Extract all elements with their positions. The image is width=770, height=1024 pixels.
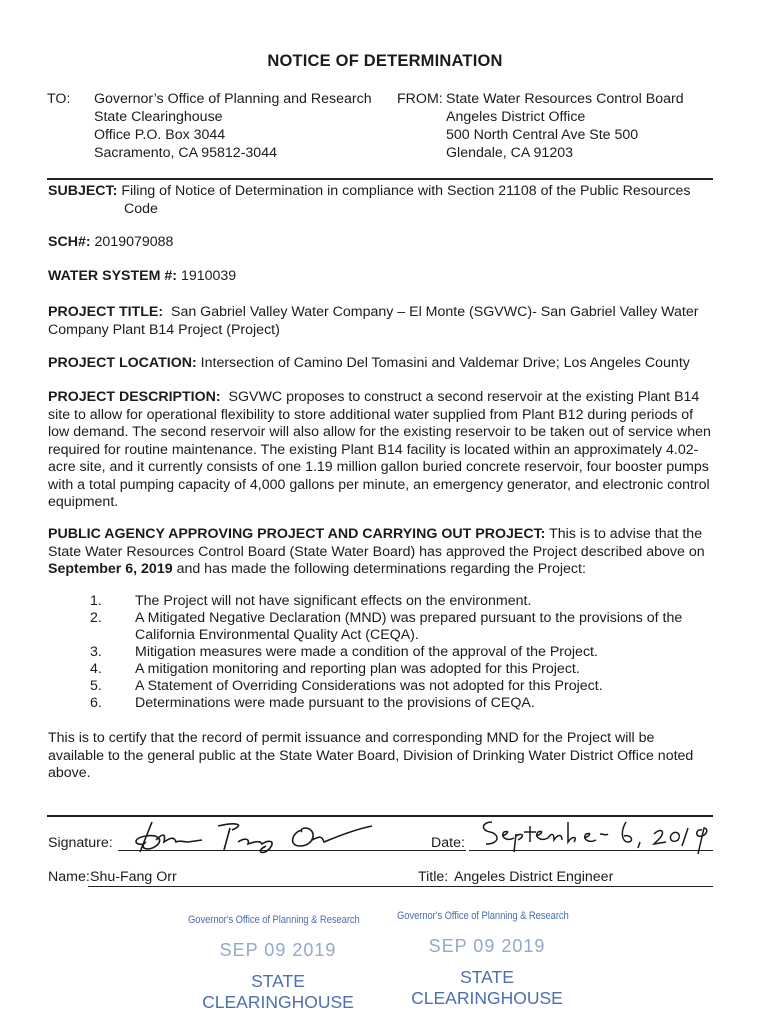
list-item-text: The Project will not have significant effects on the environment. (135, 593, 532, 609)
stamp-org: Governor's Office of Planning & Research (397, 910, 569, 922)
list-item-text: A Mitigated Negative Declaration (MND) was prepared pursuant to the provisions of the California Environmental Quality Act (CEQA). (135, 610, 683, 643)
approval-date: September 6, 2019 (48, 561, 173, 577)
list-item-text: A Statement of Overriding Considerations was not adopted for this Project. (135, 678, 603, 694)
project-title-value: San Gabriel Valley Water Company – El Monte (SGVWC)- San Gabriel Valley Water Company Plant B14 Project (Project) (48, 304, 699, 338)
to-line: Office P.O. Box 3044 (94, 127, 226, 143)
subject-label: SUBJECT: (48, 183, 118, 199)
clearinghouse-stamp (397, 910, 577, 1009)
certification-paragraph: This is to certify that the record of permit issuance and corresponding MND for the Project will be available to the general public at the State Water Board, Division of Drinking Water District Office noted above. (48, 730, 694, 781)
header-divider (47, 178, 713, 180)
agency-label: PUBLIC AGENCY APPROVING PROJECT AND CARRYING OUT PROJECT: (48, 526, 546, 542)
to-line: State Clearinghouse (94, 109, 223, 125)
list-item-number: 5. (90, 678, 102, 694)
name-label: Name: (48, 869, 90, 885)
from-line: State Water Resources Control Board (446, 91, 684, 107)
project-title-label: PROJECT TITLE: (48, 304, 164, 320)
list-item-text: Determinations were made pursuant to the provisions of CEQA. (135, 695, 535, 711)
agency-text: This is to advise that the State Water Resources Control Board (State Water Board) has approved the Project described above on (48, 526, 705, 560)
list-item (48, 695, 714, 712)
title-label: Title: (418, 869, 449, 885)
water-system-section (48, 268, 714, 286)
name-value: Shu-Fang Orr (90, 869, 177, 885)
document-title: NOTICE OF DETERMINATION (267, 52, 503, 70)
list-item (48, 678, 714, 695)
name-title-row (48, 869, 714, 885)
handwritten-signature (126, 816, 426, 856)
name-line (88, 886, 466, 887)
sch-section (48, 234, 714, 252)
list-item-number: 4. (90, 661, 102, 677)
project-description-value: SGVWC proposes to construct a second reservoir at the existing Plant B14 site to allow for operational flexibility to store additional water supplied from Plant B12 during periods of low demand. The second reservoir will also allow for the existing reservoir to be taken out of service when required for routine maintenance. The existing Plant B14 facility is located within an approximately 4.02-acre site, and it currently consists of one 1.19 million gallon buried concrete reservoir, four booster pumps with a total pumping capacity of 4,000 gallons per minute, an emergency generator, and electronic control equipment. (48, 389, 711, 510)
agency-text-end: and has made the following determinations regarding the Project: (176, 561, 586, 577)
project-location-section (48, 355, 714, 373)
title-line (451, 886, 713, 887)
signature-label: Signature: (48, 835, 113, 851)
sch-value: 2019079088 (94, 234, 174, 250)
list-item (48, 593, 714, 610)
determinations-list (48, 593, 714, 712)
project-location-label: PROJECT LOCATION: (48, 355, 197, 371)
project-location-value: Intersection of Camino Del Tomasini and Valdemar Drive; Los Angeles County (200, 355, 690, 371)
subject-text: Filing of Notice of Determination in compliance with Section 21108 of the Public Resources (121, 183, 691, 199)
subject-text-continued: Code (124, 200, 158, 217)
stamp-date: SEP 09 2019 (428, 936, 546, 956)
date-label: Date: (431, 835, 465, 851)
from-label: FROM: (397, 91, 443, 107)
project-title-section (48, 304, 714, 339)
list-item (48, 661, 714, 678)
from-line: 500 North Central Ave Ste 500 (446, 127, 639, 143)
from-line: Glendale, CA 91203 (446, 145, 573, 161)
project-description-section (48, 389, 714, 512)
stamp-date: SEP 09 2019 (219, 940, 337, 960)
list-item-number: 1. (90, 593, 102, 609)
water-system-value: 1910039 (180, 268, 237, 284)
list-item-number: 2. (90, 610, 102, 626)
subject-section (48, 183, 714, 218)
list-item-number: 3. (90, 644, 102, 660)
project-description-label: PROJECT DESCRIPTION: (48, 389, 221, 405)
list-item (48, 610, 714, 644)
to-line: Sacramento, CA 95812-3044 (94, 145, 277, 161)
list-item (48, 644, 714, 661)
to-line: Governor’s Office of Planning and Research (94, 91, 372, 107)
title-value: Angeles District Engineer (454, 869, 614, 885)
list-item-text: A mitigation monitoring and reporting plan was adopted for this Project. (135, 661, 580, 677)
clearinghouse-stamp (188, 914, 368, 1013)
from-line: Angeles District Office (446, 109, 586, 125)
agency-section (48, 526, 714, 579)
stamp-org: Governor's Office of Planning & Research (188, 914, 360, 926)
water-system-label: WATER SYSTEM #: (48, 268, 178, 284)
signature-row (48, 830, 714, 854)
list-item-text: Mitigation measures were made a condition of the approval of the Project. (135, 644, 598, 660)
stamp-name: STATE CLEARINGHOUSE (202, 971, 354, 1012)
stamp-name: STATE CLEARINGHOUSE (411, 967, 563, 1008)
list-item-number: 6. (90, 695, 102, 711)
sch-label: SCH#: (48, 234, 91, 250)
handwritten-date (476, 812, 736, 856)
to-label: TO: (47, 91, 71, 107)
